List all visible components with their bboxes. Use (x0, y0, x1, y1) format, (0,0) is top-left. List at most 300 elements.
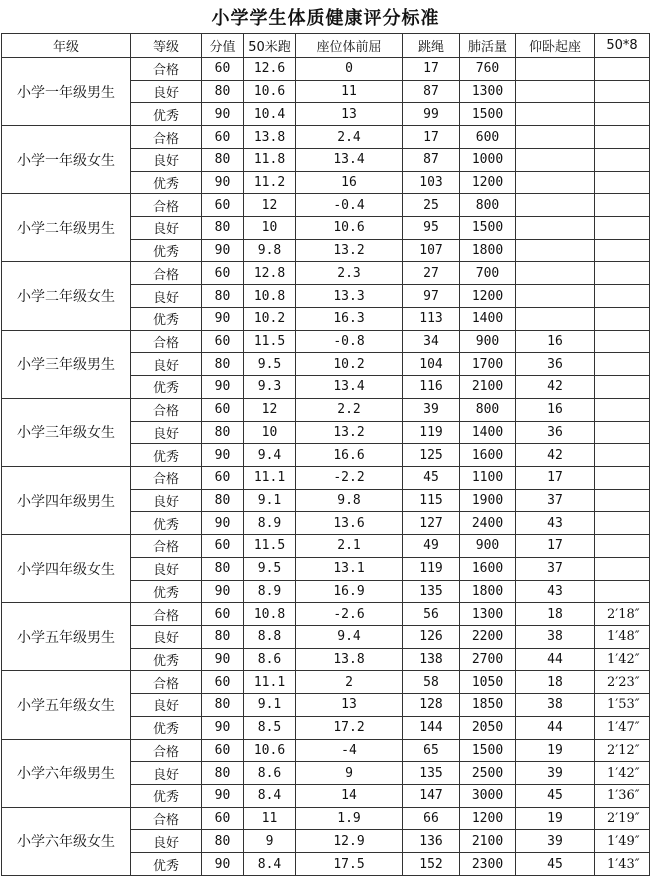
vital-capacity-cell: 1700 (460, 353, 516, 376)
run-50m-cell: 9.8 (244, 239, 296, 262)
sit-ups-cell (516, 171, 595, 194)
score-cell: 60 (202, 535, 244, 558)
run-50x8-cell (595, 398, 650, 421)
level-cell: 良好 (131, 80, 202, 103)
rope-skip-cell: 119 (403, 421, 460, 444)
vital-capacity-cell: 2300 (460, 853, 516, 876)
rope-skip-cell: 56 (403, 603, 460, 626)
sit-and-reach-cell: 16.3 (296, 307, 403, 330)
sit-ups-cell: 42 (516, 444, 595, 467)
level-cell: 良好 (131, 353, 202, 376)
vital-capacity-cell: 2400 (460, 512, 516, 535)
run-50x8-cell (595, 376, 650, 399)
score-cell: 90 (202, 444, 244, 467)
table-row (2, 807, 650, 830)
vital-capacity-cell: 1500 (460, 103, 516, 126)
vital-capacity-cell: 900 (460, 330, 516, 353)
header-row (2, 34, 650, 58)
level-cell: 优秀 (131, 785, 202, 808)
vital-capacity-cell: 1400 (460, 421, 516, 444)
rope-skip-cell: 152 (403, 853, 460, 876)
run-50x8-cell (595, 217, 650, 240)
run-50x8-cell: 1′42″ (595, 648, 650, 671)
run-50m-cell: 9.3 (244, 376, 296, 399)
level-cell: 优秀 (131, 444, 202, 467)
rope-skip-cell: 25 (403, 194, 460, 217)
sit-and-reach-cell: -2.2 (296, 466, 403, 489)
score-cell: 80 (202, 830, 244, 853)
score-cell: 90 (202, 580, 244, 603)
vital-capacity-cell: 800 (460, 398, 516, 421)
sit-ups-cell (516, 126, 595, 149)
rope-skip-cell: 99 (403, 103, 460, 126)
score-cell: 90 (202, 512, 244, 535)
run-50m-cell: 8.4 (244, 853, 296, 876)
run-50m-cell: 10.4 (244, 103, 296, 126)
score-cell: 60 (202, 466, 244, 489)
run-50m-cell: 8.9 (244, 580, 296, 603)
score-cell: 80 (202, 421, 244, 444)
level-cell: 良好 (131, 148, 202, 171)
sit-and-reach-cell: 16 (296, 171, 403, 194)
sit-and-reach-cell: 16.9 (296, 580, 403, 603)
rope-skip-cell: 113 (403, 307, 460, 330)
level-cell: 良好 (131, 285, 202, 308)
run-50m-cell: 11.1 (244, 671, 296, 694)
rope-skip-cell: 135 (403, 580, 460, 603)
run-50x8-cell (595, 421, 650, 444)
score-cell: 80 (202, 489, 244, 512)
sit-ups-cell (516, 148, 595, 171)
sit-ups-cell (516, 239, 595, 262)
run-50m-cell: 10.8 (244, 285, 296, 308)
sit-ups-cell (516, 217, 595, 240)
rope-skip-cell: 95 (403, 217, 460, 240)
level-cell: 优秀 (131, 716, 202, 739)
level-cell: 合格 (131, 671, 202, 694)
grade-cell: 小学三年级男生 (2, 330, 131, 398)
table-row (2, 330, 650, 353)
vital-capacity-cell: 1500 (460, 739, 516, 762)
sit-ups-cell: 17 (516, 466, 595, 489)
score-cell: 80 (202, 80, 244, 103)
table-row (2, 671, 650, 694)
score-cell: 80 (202, 625, 244, 648)
run-50x8-cell (595, 148, 650, 171)
rope-skip-cell: 147 (403, 785, 460, 808)
rope-skip-cell: 27 (403, 262, 460, 285)
run-50x8-cell (595, 262, 650, 285)
grade-cell: 小学二年级男生 (2, 194, 131, 262)
sit-and-reach-cell: 0 (296, 58, 403, 81)
table-body (2, 58, 650, 876)
vital-capacity-cell: 1200 (460, 807, 516, 830)
run-50m-cell: 11.2 (244, 171, 296, 194)
sit-ups-cell: 18 (516, 603, 595, 626)
table-header (2, 34, 650, 58)
run-50m-cell: 10.8 (244, 603, 296, 626)
run-50m-cell: 11.1 (244, 466, 296, 489)
sit-ups-cell: 19 (516, 807, 595, 830)
score-cell: 80 (202, 557, 244, 580)
rope-skip-cell: 138 (403, 648, 460, 671)
run-50m-cell: 11 (244, 807, 296, 830)
sit-and-reach-cell: 1.9 (296, 807, 403, 830)
sit-ups-cell: 39 (516, 762, 595, 785)
vital-capacity-cell: 2100 (460, 830, 516, 853)
rope-skip-cell: 126 (403, 625, 460, 648)
table-row (2, 262, 650, 285)
sit-ups-cell: 18 (516, 671, 595, 694)
sit-and-reach-cell: 17.2 (296, 716, 403, 739)
vital-capacity-cell: 1400 (460, 307, 516, 330)
sit-and-reach-cell: 2.1 (296, 535, 403, 558)
vital-capacity-cell: 1200 (460, 285, 516, 308)
run-50x8-cell (595, 557, 650, 580)
score-cell: 80 (202, 285, 244, 308)
run-50m-cell: 10.2 (244, 307, 296, 330)
sit-and-reach-cell: 9.4 (296, 625, 403, 648)
header-grade: 年级 (2, 34, 131, 58)
run-50m-cell: 13.8 (244, 126, 296, 149)
score-cell: 90 (202, 103, 244, 126)
level-cell: 良好 (131, 830, 202, 853)
run-50x8-cell (595, 103, 650, 126)
run-50x8-cell (595, 285, 650, 308)
run-50m-cell: 8.5 (244, 716, 296, 739)
score-cell: 60 (202, 194, 244, 217)
sit-ups-cell: 36 (516, 353, 595, 376)
grade-cell: 小学五年级女生 (2, 671, 131, 739)
rope-skip-cell: 17 (403, 126, 460, 149)
run-50m-cell: 10.6 (244, 739, 296, 762)
sit-and-reach-cell: 13.2 (296, 421, 403, 444)
sit-and-reach-cell: 11 (296, 80, 403, 103)
sit-and-reach-cell: 14 (296, 785, 403, 808)
vital-capacity-cell: 1050 (460, 671, 516, 694)
vital-capacity-cell: 2700 (460, 648, 516, 671)
run-50x8-cell (595, 194, 650, 217)
run-50x8-cell: 2′19″ (595, 807, 650, 830)
vital-capacity-cell: 2500 (460, 762, 516, 785)
rope-skip-cell: 119 (403, 557, 460, 580)
run-50x8-cell (595, 512, 650, 535)
vital-capacity-cell: 800 (460, 194, 516, 217)
table-row (2, 603, 650, 626)
run-50m-cell: 9.5 (244, 557, 296, 580)
rope-skip-cell: 97 (403, 285, 460, 308)
score-cell: 90 (202, 716, 244, 739)
sit-and-reach-cell: 17.5 (296, 853, 403, 876)
score-cell: 80 (202, 217, 244, 240)
score-cell: 90 (202, 171, 244, 194)
score-cell: 90 (202, 307, 244, 330)
run-50m-cell: 10.6 (244, 80, 296, 103)
run-50m-cell: 12.8 (244, 262, 296, 285)
sit-and-reach-cell: 9 (296, 762, 403, 785)
rope-skip-cell: 128 (403, 694, 460, 717)
level-cell: 良好 (131, 421, 202, 444)
vital-capacity-cell: 900 (460, 535, 516, 558)
sit-ups-cell: 16 (516, 398, 595, 421)
rope-skip-cell: 125 (403, 444, 460, 467)
level-cell: 优秀 (131, 307, 202, 330)
vital-capacity-cell: 1100 (460, 466, 516, 489)
vital-capacity-cell: 1800 (460, 239, 516, 262)
run-50x8-cell: 1′53″ (595, 694, 650, 717)
sit-and-reach-cell: 13.8 (296, 648, 403, 671)
sit-and-reach-cell: 2.4 (296, 126, 403, 149)
header-vital-capacity: 肺活量 (460, 34, 516, 58)
rope-skip-cell: 45 (403, 466, 460, 489)
header-50x8: 50*8 (595, 34, 650, 58)
run-50m-cell: 10 (244, 421, 296, 444)
sit-ups-cell: 37 (516, 489, 595, 512)
vital-capacity-cell: 1500 (460, 217, 516, 240)
sit-ups-cell (516, 58, 595, 81)
level-cell: 优秀 (131, 171, 202, 194)
score-cell: 90 (202, 853, 244, 876)
run-50x8-cell: 2′12″ (595, 739, 650, 762)
level-cell: 合格 (131, 603, 202, 626)
table-row (2, 126, 650, 149)
level-cell: 良好 (131, 489, 202, 512)
run-50m-cell: 8.8 (244, 625, 296, 648)
sit-ups-cell: 38 (516, 694, 595, 717)
level-cell: 合格 (131, 807, 202, 830)
run-50x8-cell (595, 466, 650, 489)
vital-capacity-cell: 1900 (460, 489, 516, 512)
standards-table (1, 33, 650, 876)
sit-and-reach-cell: 13.4 (296, 376, 403, 399)
vital-capacity-cell: 1000 (460, 148, 516, 171)
header-sit-ups: 仰卧起座 (516, 34, 595, 58)
run-50x8-cell: 1′48″ (595, 625, 650, 648)
table-row (2, 466, 650, 489)
score-cell: 90 (202, 376, 244, 399)
run-50m-cell: 12 (244, 398, 296, 421)
sit-ups-cell: 17 (516, 535, 595, 558)
run-50x8-cell (595, 80, 650, 103)
sit-and-reach-cell: 9.8 (296, 489, 403, 512)
rope-skip-cell: 144 (403, 716, 460, 739)
run-50m-cell: 10 (244, 217, 296, 240)
level-cell: 合格 (131, 58, 202, 81)
run-50m-cell: 9 (244, 830, 296, 853)
sit-ups-cell (516, 285, 595, 308)
sit-ups-cell: 37 (516, 557, 595, 580)
run-50x8-cell (595, 58, 650, 81)
sit-and-reach-cell: 13.1 (296, 557, 403, 580)
level-cell: 优秀 (131, 239, 202, 262)
sit-and-reach-cell: -4 (296, 739, 403, 762)
level-cell: 合格 (131, 466, 202, 489)
score-cell: 80 (202, 148, 244, 171)
level-cell: 优秀 (131, 376, 202, 399)
grade-cell: 小学一年级男生 (2, 58, 131, 126)
level-cell: 优秀 (131, 580, 202, 603)
vital-capacity-cell: 700 (460, 262, 516, 285)
level-cell: 合格 (131, 262, 202, 285)
run-50x8-cell: 1′43″ (595, 853, 650, 876)
vital-capacity-cell: 760 (460, 58, 516, 81)
level-cell: 优秀 (131, 512, 202, 535)
run-50x8-cell (595, 126, 650, 149)
sit-ups-cell: 39 (516, 830, 595, 853)
vital-capacity-cell: 600 (460, 126, 516, 149)
score-cell: 60 (202, 739, 244, 762)
vital-capacity-cell: 1800 (460, 580, 516, 603)
run-50m-cell: 9.1 (244, 694, 296, 717)
sit-and-reach-cell: 13.4 (296, 148, 403, 171)
vital-capacity-cell: 2200 (460, 625, 516, 648)
run-50m-cell: 11.5 (244, 535, 296, 558)
sit-ups-cell: 45 (516, 853, 595, 876)
score-cell: 60 (202, 398, 244, 421)
score-cell: 60 (202, 126, 244, 149)
sit-ups-cell (516, 103, 595, 126)
vital-capacity-cell: 1200 (460, 171, 516, 194)
score-cell: 60 (202, 262, 244, 285)
score-cell: 60 (202, 58, 244, 81)
vital-capacity-cell: 1600 (460, 444, 516, 467)
table-row (2, 58, 650, 81)
run-50x8-cell (595, 535, 650, 558)
rope-skip-cell: 65 (403, 739, 460, 762)
grade-cell: 小学二年级女生 (2, 262, 131, 330)
sit-and-reach-cell: 13.6 (296, 512, 403, 535)
level-cell: 优秀 (131, 103, 202, 126)
rope-skip-cell: 104 (403, 353, 460, 376)
sit-and-reach-cell: 13.2 (296, 239, 403, 262)
run-50x8-cell (595, 330, 650, 353)
header-level: 等级 (131, 34, 202, 58)
level-cell: 良好 (131, 557, 202, 580)
level-cell: 良好 (131, 762, 202, 785)
level-cell: 合格 (131, 535, 202, 558)
run-50m-cell: 9.5 (244, 353, 296, 376)
vital-capacity-cell: 1300 (460, 603, 516, 626)
level-cell: 合格 (131, 126, 202, 149)
sit-ups-cell: 36 (516, 421, 595, 444)
rope-skip-cell: 49 (403, 535, 460, 558)
grade-cell: 小学四年级男生 (2, 466, 131, 534)
sit-ups-cell: 19 (516, 739, 595, 762)
sit-ups-cell: 44 (516, 716, 595, 739)
run-50x8-cell: 2′18″ (595, 603, 650, 626)
sit-ups-cell: 43 (516, 512, 595, 535)
rope-skip-cell: 34 (403, 330, 460, 353)
rope-skip-cell: 39 (403, 398, 460, 421)
grade-cell: 小学六年级男生 (2, 739, 131, 807)
sit-ups-cell (516, 307, 595, 330)
header-sit-and-reach: 座位体前屈 (296, 34, 403, 58)
rope-skip-cell: 135 (403, 762, 460, 785)
level-cell: 合格 (131, 330, 202, 353)
table-row (2, 739, 650, 762)
sit-and-reach-cell: 2.2 (296, 398, 403, 421)
level-cell: 合格 (131, 194, 202, 217)
level-cell: 良好 (131, 694, 202, 717)
table-row (2, 398, 650, 421)
score-cell: 80 (202, 353, 244, 376)
run-50x8-cell (595, 307, 650, 330)
sit-ups-cell (516, 194, 595, 217)
vital-capacity-cell: 2100 (460, 376, 516, 399)
sit-and-reach-cell: 2.3 (296, 262, 403, 285)
run-50x8-cell: 1′36″ (595, 785, 650, 808)
sit-ups-cell: 38 (516, 625, 595, 648)
rope-skip-cell: 87 (403, 80, 460, 103)
grade-cell: 小学四年级女生 (2, 535, 131, 603)
run-50m-cell: 8.6 (244, 648, 296, 671)
run-50x8-cell: 1′47″ (595, 716, 650, 739)
run-50m-cell: 9.1 (244, 489, 296, 512)
run-50m-cell: 8.9 (244, 512, 296, 535)
score-cell: 60 (202, 807, 244, 830)
sit-ups-cell (516, 262, 595, 285)
rope-skip-cell: 103 (403, 171, 460, 194)
score-cell: 60 (202, 603, 244, 626)
sit-ups-cell: 45 (516, 785, 595, 808)
level-cell: 优秀 (131, 648, 202, 671)
grade-cell: 小学六年级女生 (2, 807, 131, 875)
run-50m-cell: 11.8 (244, 148, 296, 171)
run-50x8-cell: 2′23″ (595, 671, 650, 694)
sit-and-reach-cell: 13 (296, 694, 403, 717)
grade-cell: 小学三年级女生 (2, 398, 131, 466)
level-cell: 良好 (131, 625, 202, 648)
rope-skip-cell: 17 (403, 58, 460, 81)
run-50m-cell: 12 (244, 194, 296, 217)
run-50x8-cell (595, 239, 650, 262)
table-row (2, 194, 650, 217)
run-50x8-cell (595, 444, 650, 467)
vital-capacity-cell: 2050 (460, 716, 516, 739)
table-row (2, 535, 650, 558)
run-50x8-cell (595, 489, 650, 512)
header-50m-run: 50米跑 (244, 34, 296, 58)
run-50x8-cell (595, 171, 650, 194)
score-cell: 90 (202, 239, 244, 262)
level-cell: 合格 (131, 739, 202, 762)
rope-skip-cell: 87 (403, 148, 460, 171)
score-cell: 90 (202, 648, 244, 671)
run-50m-cell: 8.4 (244, 785, 296, 808)
run-50x8-cell (595, 353, 650, 376)
sit-ups-cell: 43 (516, 580, 595, 603)
run-50x8-cell (595, 580, 650, 603)
run-50x8-cell: 1′49″ (595, 830, 650, 853)
score-cell: 60 (202, 330, 244, 353)
run-50m-cell: 8.6 (244, 762, 296, 785)
rope-skip-cell: 127 (403, 512, 460, 535)
sit-and-reach-cell: 16.6 (296, 444, 403, 467)
grade-cell: 小学五年级男生 (2, 603, 131, 671)
sit-and-reach-cell: 10.6 (296, 217, 403, 240)
vital-capacity-cell: 1600 (460, 557, 516, 580)
grade-cell: 小学一年级女生 (2, 126, 131, 194)
rope-skip-cell: 115 (403, 489, 460, 512)
vital-capacity-cell: 1300 (460, 80, 516, 103)
sit-and-reach-cell: 10.2 (296, 353, 403, 376)
header-rope-skip: 跳绳 (403, 34, 460, 58)
page-title: 小学学生体质健康评分标准 (211, 7, 440, 29)
vital-capacity-cell: 3000 (460, 785, 516, 808)
run-50m-cell: 11.5 (244, 330, 296, 353)
sit-and-reach-cell: -0.8 (296, 330, 403, 353)
level-cell: 合格 (131, 398, 202, 421)
